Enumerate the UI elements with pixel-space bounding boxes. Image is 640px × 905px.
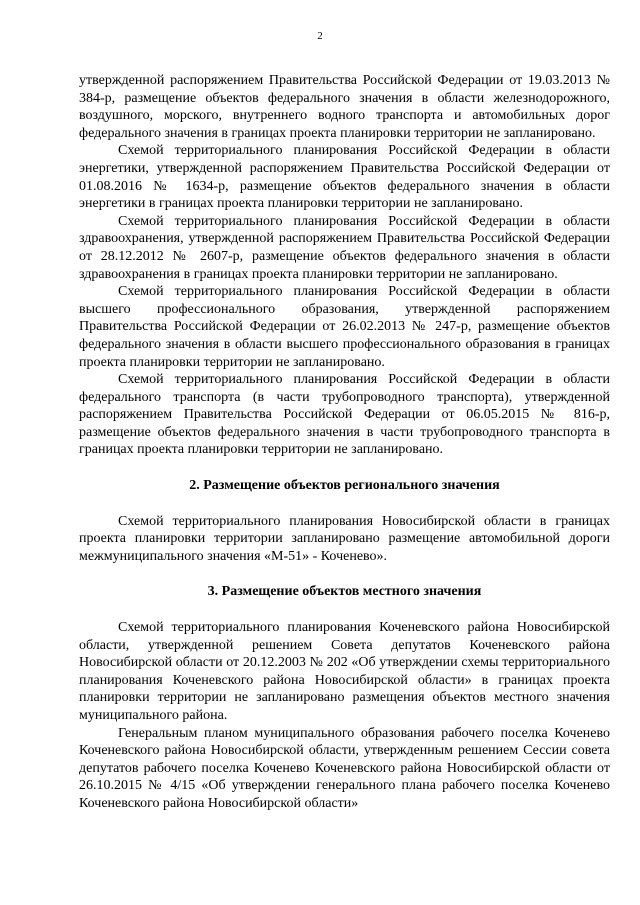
paragraph: утвержденной распоряжением Правительства Российской Федерации от 19.03.2013 № 384-р, размещение объектов федерального значения в области железнодорожного, воздушного, морского, внутреннего водного транспорта и автомобильных дорог федерального значения в границах проекта планировки территории не запланировано. (79, 73, 610, 141)
spacer (79, 459, 610, 477)
paragraph: Схемой территориального планирования Коченевского района Новосибирской области, утвержденной решением Совета депутатов Коченевского района Новосибирской области от 20.12.2003 № 202 «Об утверждении схемы территориального планирования Коченевского района Новосибирской области» в границах проекта планировки территории не запланировано размещения объектов местного значения муниципального района. (79, 620, 610, 723)
document-body (79, 72, 610, 813)
spacer (79, 565, 610, 583)
paragraph: Схемой территориального планирования Новосибирской области в границах проекта планировки территории запланировано размещение автомобильной дороги межмуниципального значения «М-51» - Коченево». (79, 513, 610, 564)
section-heading: 2. Размещение объектов регионального значения (189, 478, 500, 494)
paragraph: Генеральным планом муниципального образования рабочего поселка Коченево Коченевского района Новосибирской области, утвержденным решением Сессии совета депутатов рабочего поселка Коченево Коченевского района Новосибирской области от 26.10.2015 № 4/15 «Об утверждении генерального плана рабочего поселка Коченево Коченевского района Новосибирской области» (79, 725, 610, 811)
spacer (79, 601, 610, 619)
spacer (79, 495, 610, 513)
paragraph: Схемой территориального планирования Российской Федерации в области высшего профессионального образования, утвержденной распоряжением Правительства Российской Федерации от 26.02.2013 № 247-р, размещение объектов федерального значения в области высшего профессионального образования в границах проекта планировки территории не запланировано. (79, 284, 610, 370)
paragraph: Схемой территориального планирования Российской Федерации в области федерального транспорта (в части трубопроводного транспорта), утвержденной распоряжением Правительства Российской Федерации от 06.05.2015 № 816-р, размещение объектов федерального значения в части трубопроводного транспорта в границах проекта планировки территории не запланировано. (79, 372, 610, 458)
paragraph: Схемой территориального планирования Российской Федерации в области энергетики, утвержденной распоряжением Правительства Российской Федерации от 01.08.2016 № 1634-р, размещение объектов федерального значения в области энергетики в границах проекта планировки территории не запланировано. (79, 143, 610, 212)
page-number: 2 (317, 30, 323, 42)
paragraph: Схемой территориального планирования Российской Федерации в области здравоохранения, утвержденной распоряжением Правительства Российской Федерации от 28.12.2012 № 2607-р, размещение объектов федерального значения в области здравоохранения в границах проекта планировки территории не запланировано. (79, 213, 610, 282)
section-heading: 3. Размещение объектов местного значения (207, 584, 482, 600)
